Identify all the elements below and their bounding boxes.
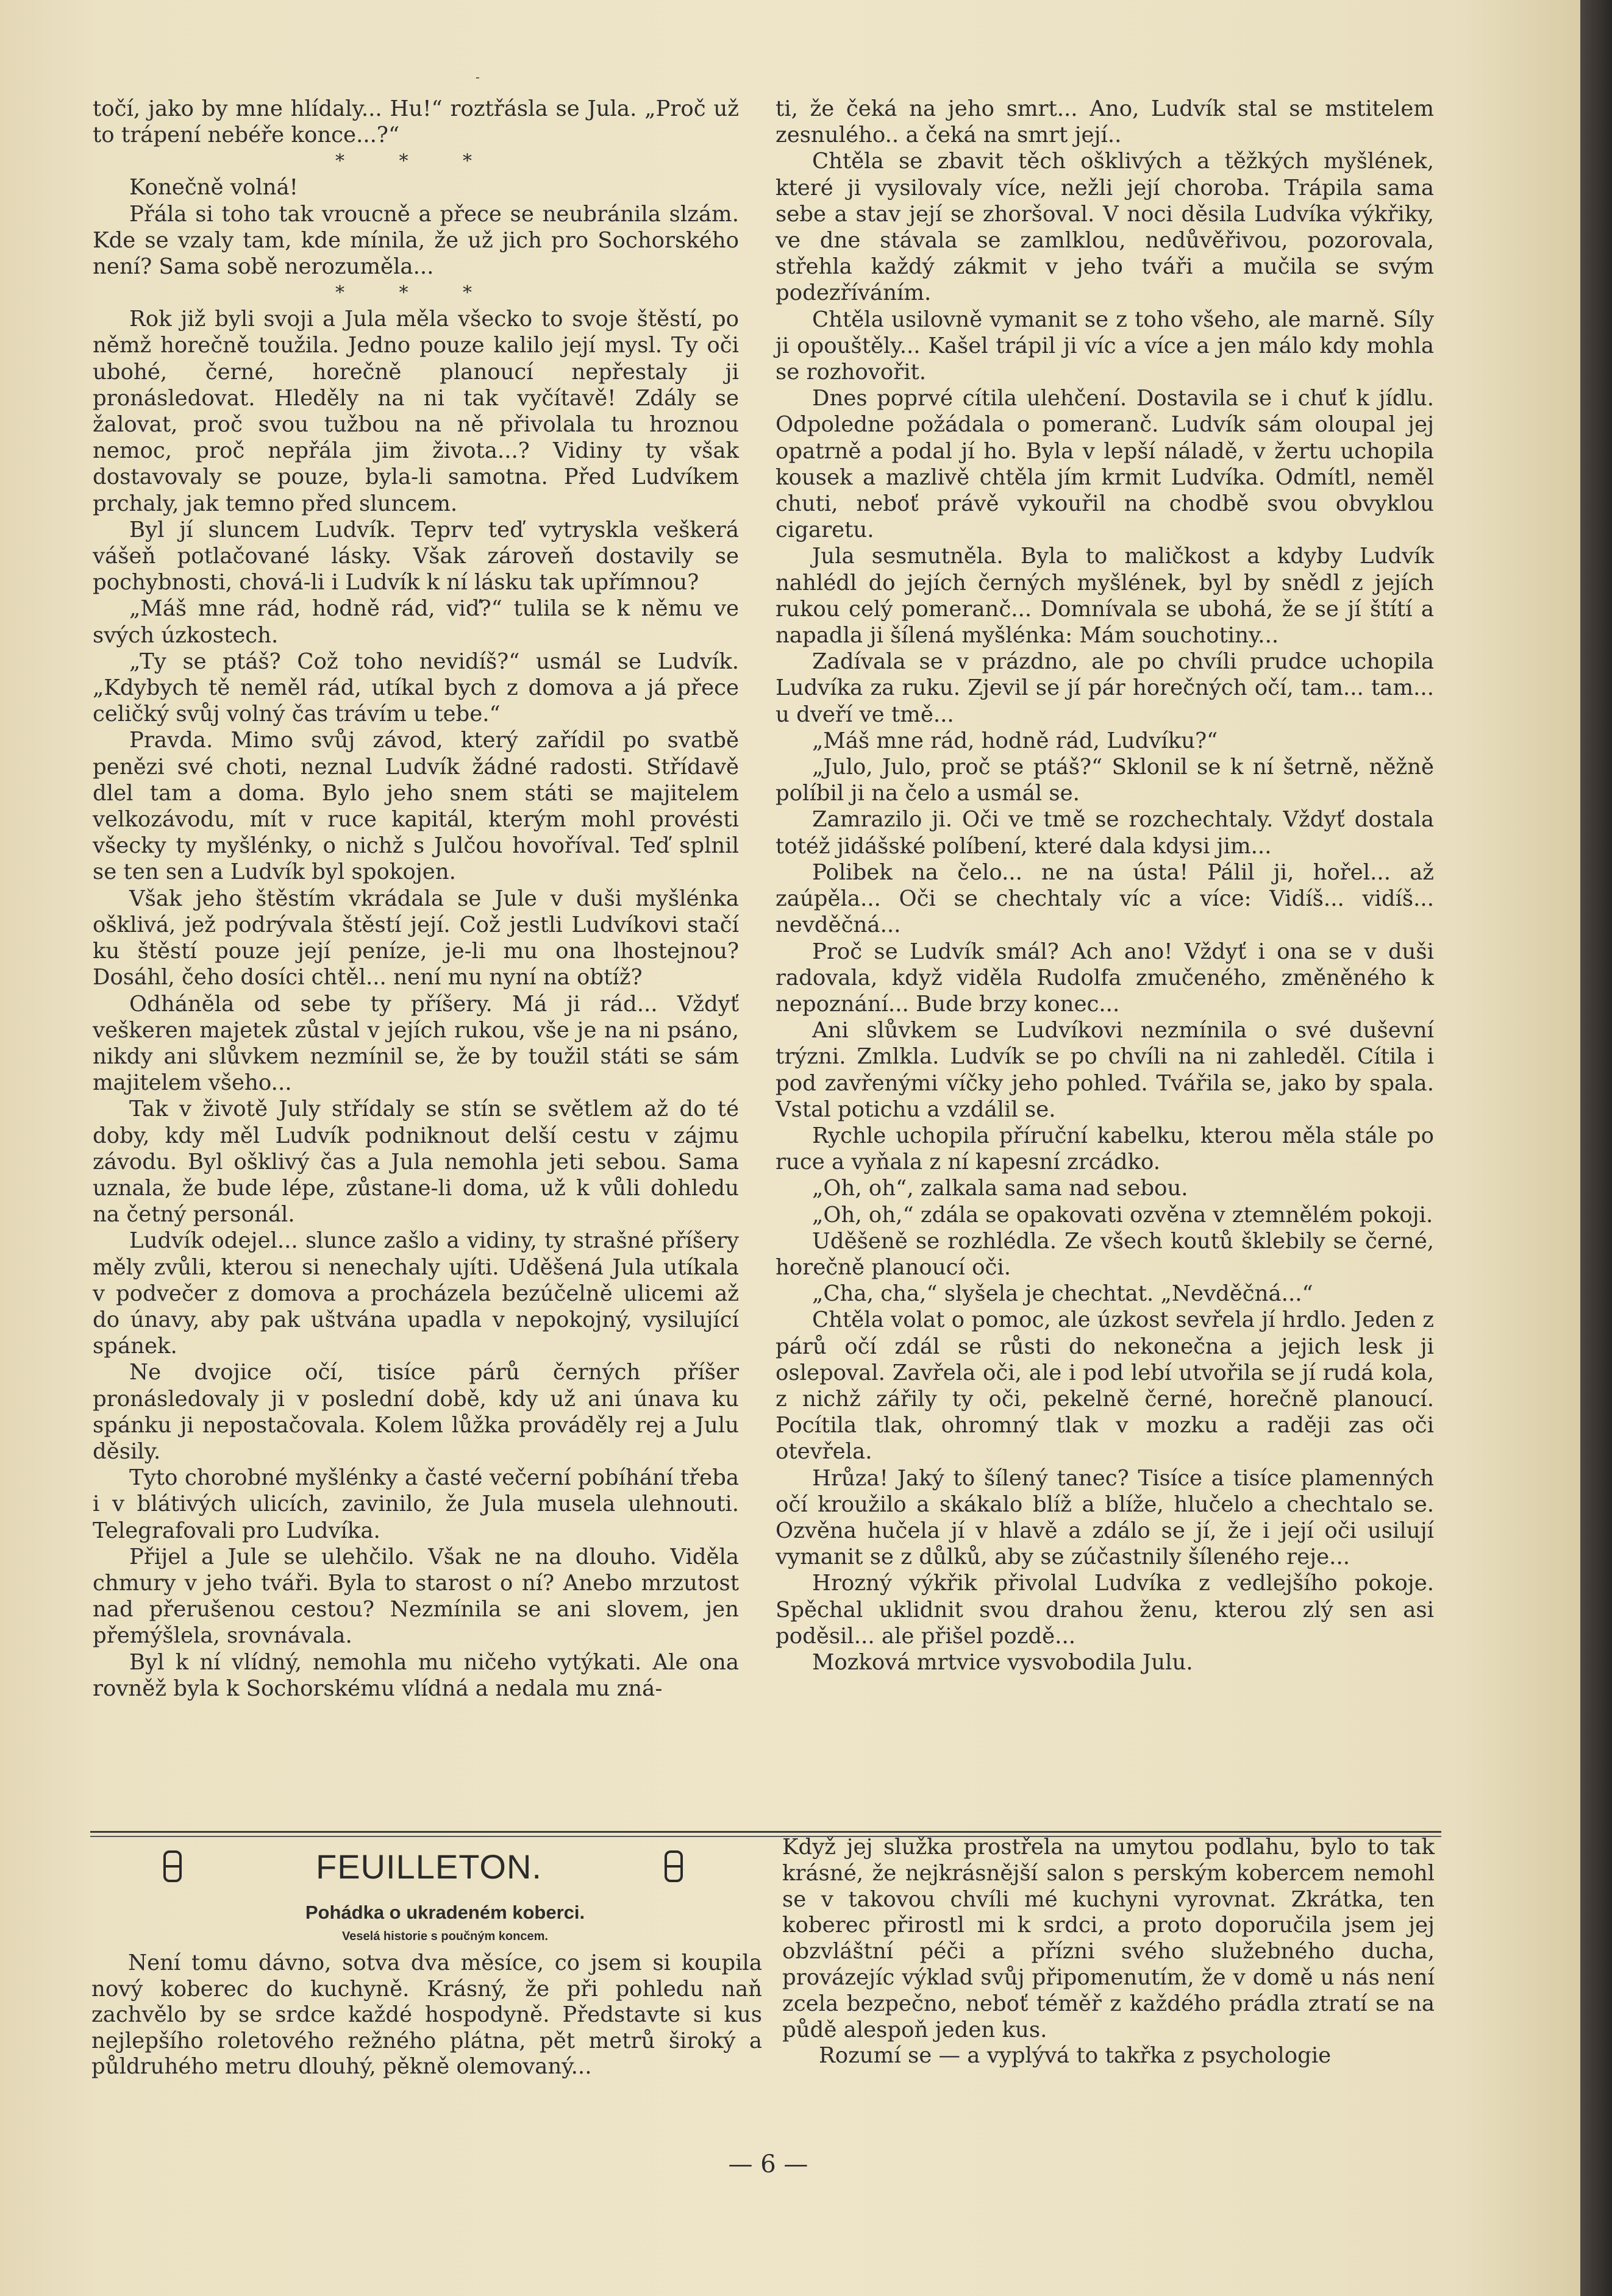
paragraph: „Ty se ptáš? Což toho nevidíš?“ usmál se Ludvík. „Kdybych tě neměl rád, utíkal bych z domova a já přece celičký svůj volný čas trávím u tebe.“: [93, 649, 739, 727]
story-subtitle: Veselá historie s poučným koncem.: [342, 1930, 548, 1943]
paragraph: Tyto chorobné myšlénky a časté večerní pobíhání třeba i v blátivých ulicích, zavinilo, že Jula musela ulehnouti. Telegrafovali pro Ludvíka.: [93, 1465, 739, 1543]
paragraph: Rok již byli svoji a Jula měla všecko to svoje štěstí, po němž horečně toužila. Jedno pouze kalilo její mysl. Ty oči ubohé, černé, horečně planoucí nepřestaly ji pronásledovat. Hleděly na ni tak vyčítavě! Zdály se žalovat, proč svou tužbou na ně přivolala tu hroznou nemoc, proč nepřála jim života...? Vidiny ty však dostavovaly se pouze, byla-li samotna. Před Ludvíkem prchaly, jak temno před sluncem.: [93, 307, 739, 516]
paragraph: „Máš mne rád, hodně rád, Ludvíku?“: [812, 728, 1218, 753]
paragraph: Když jej služka prostřela na umytou podlahu, bylo to tak krásné, že nejkrásnější salon s perským kobercem nemohl se v takovou chvíli mé kuchyni vyrovnat. Zkrátka, ten koberec přirostl mi k srdci, a proto doporučila jsem jej obzvláštní péči a přízni svého služebného ducha, provázejíc výklad svůj připomenutím, že v domě u nás není zcela bezpečno, neboť téměř z každého prádla ztratí se na půdě alespoň jeden kus.: [782, 1835, 1435, 2042]
paragraph: Chtěla se zbavit těch ošklivých a těžkých myšlének, které ji vysilovaly více, nežli její choroba. Trápila sama sebe a stav její se zhoršoval. V noci děsila Ludvíka výkřiky, ve dne stávala se zamlklou, nedůvěřivou, pozorovala, střehla každý zákmit v jeho tváři a mučila se svým podezříváním.: [776, 149, 1434, 306]
paragraph: Chtěla volat o pomoc, ale úzkost sevřela jí hrdlo. Jeden z párů očí zdál se růsti do nekonečna a jejich lesk ji oslepoval. Zavřela oči, ale i pod lebí utvořila se jí rudá kola, z nichž zářily ty oči, pekelně černé, horečně planoucí. Pocítila tlak, ohromný tlak v mozku a raději zas oči otevřela.: [776, 1307, 1434, 1465]
paragraph: Tak v životě July střídaly se stín se světlem až do té doby, kdy měl Ludvík podniknout delší cestu v zájmu závodu. Byl ošklivý čas a Jula nemohla jeti sebou. Sama uznala, že bude lépe, zůstane-li doma, už k vůli dohledu na četný personál.: [93, 1096, 739, 1228]
paragraph: ti, že čeká na jeho smrt... Ano, Ludvík stal se mstitelem zesnulého.. a čeká na smrt její..: [776, 96, 1434, 148]
page-edge: [1580, 0, 1612, 2296]
feuilleton-right-text: [782, 1835, 1435, 2069]
paragraph: Zamrazilo ji. Oči ve tmě se rozchechtaly. Vždyť dostala totéž jidášské políbení, které dala kdysi jim...: [776, 807, 1434, 859]
paragraph: Rozumí se — a vyplývá to takřka z psychologie: [819, 2043, 1332, 2069]
feuilleton-left-text: [91, 1950, 762, 2080]
paragraph: „Oh, oh“, zalkala sama nad sebou.: [812, 1176, 1188, 1201]
paragraph: točí, jako by mne hlídaly... Hu!“ roztřásla se Jula. „Proč už to trápení nebéře konce...?“: [93, 96, 739, 148]
ornament-left-icon: [163, 1850, 182, 1882]
paragraph: Konečně volná!: [129, 175, 298, 201]
paragraph: Proč se Ludvík smál? Ach ano! Vždyť i ona se v duši radovala, když viděla Rudolfa zmučeného, změněného k nepoznání... Bude brzy konec...: [776, 939, 1434, 1017]
paragraph: Ne dvojice očí, tisíce párů černých příšer pronásledovaly ji v poslední době, kdy už ani únava ku spánku ji nepostačovala. Kolem lůžka prováděly rej a Julu děsily.: [93, 1360, 739, 1464]
paragraph: Byl k ní vlídný, nemohla mu ničeho vytýkati. Ale ona rovněž byla k Sochorskému vlídná a nedala mu zná-: [93, 1649, 739, 1701]
paragraph: Přála si toho tak vroucně a přece se neubránila slzám. Kde se vzaly tam, kde mínila, že už jich pro Sochorského není? Sama sobě nerozuměla...: [93, 201, 739, 280]
asterism-divider: * * *: [335, 282, 497, 304]
asterism-divider: * * *: [335, 151, 497, 172]
paragraph: Dnes poprvé cítila ulehčení. Dostavila se i chuť k jídlu. Odpoledne požádala o pomeranč. Ludvík sám oloupal jej opatrně a podal jí ho. Byla v lepší náladě, v žertu uchopila kousek a mazlivě chtěla jím krmit Ludvíka. Odmítl, neměl chuti, neboť právě vykouřil na chodbě svou obvyklou cigaretu.: [776, 386, 1434, 543]
paragraph: Byl jí sluncem Ludvík. Teprv teď vytryskla veškerá vášeň potlačované lásky. Však zároveň dostavily se pochybnosti, chová-li i Ludvík k ní lásku tak upřímnou?: [93, 517, 739, 595]
paragraph: Jula sesmutněla. Byla to maličkost a kdyby Ludvík nahlédl do jejích černých myšlének, byl by snědl z jejích rukou celý pomeranč... Domnívala se ubohá, že se jí štítí a napadla ji šílená myšlénka: Mám souchotiny...: [776, 544, 1434, 649]
paragraph: Rychle uchopila příruční kabelku, kterou měla stále po ruce a vyňala z ní kapesní zrcádko.: [776, 1123, 1434, 1175]
print-mark: -: [476, 69, 480, 84]
paragraph: „Máš mne rád, hodně rád, viď?“ tulila se k němu ve svých úzkostech.: [93, 596, 739, 648]
paragraph: Zadívala se v prázdno, ale po chvíli prudce uchopila Ludvíka za ruku. Zjevil se jí pár horečných očí, tam... tam... u dveří ve tmě...: [776, 649, 1434, 727]
paragraph: „Julo, Julo, proč se ptáš?“ Sklonil se k ní šetrně, něžně políbil ji na čelo a usmál se.: [776, 755, 1434, 806]
paragraph: Mozková mrtvice vysvobodila Julu.: [812, 1649, 1193, 1675]
paragraph: Ani slůvkem se Ludvíkovi nezmínila o své duševní trýzni. Zmlkla. Ludvík se po chvíli na ni zahleděl. Cítila i pod zavřenými víčky jeho pohled. Tvářila se, jako by spala. Vstal potichu a vzdálil se.: [776, 1018, 1434, 1122]
story-title: Pohádka o ukradeném koberci.: [305, 1902, 585, 1923]
paragraph: Není tomu dávno, sotva dva měsíce, co jsem si koupila nový koberec do kuchyně. Krásný, že při pohledu naň zachvělo by se srdce každé hospodyně. Představte si kus nejlepšího roletového režného plátna, pět metrů široký a půldruhého metru dlouhý, pěkně olemovaný...: [91, 1950, 762, 2079]
paragraph: Hrůza! Jaký to šílený tanec? Tisíce a tisíce plamenných očí kroužilo a skákalo blíž a blíže, hlučelo a chechtalo se. Ozvěna hučela jí v hlavě a zdálo se jí, že i její oči usilují vymanit se z důlků, aby se zúčastnily šíleného reje...: [776, 1465, 1434, 1570]
paragraph: Polibek na čelo... ne na ústa! Pálil ji, hořel... až zaúpěla... Oči se chechtaly víc a více: Vidíš... vidíš... nevděčná...: [776, 859, 1434, 938]
feuilleton-header: [91, 1843, 762, 1891]
paragraph: Pravda. Mimo svůj závod, který zařídil po svatbě penězi své choti, neznal Ludvík žádné radosti. Střídavě dlel tam a doma. Bylo jeho snem státi se majitelem velkozávodu, mít v ruce kapitál, kterým mohl provésti všecky ty myšlénky, o nichž s Julčou hovoříval. Teď splnil se ten sen a Ludvík byl spokojen.: [93, 728, 739, 885]
paragraph: Ludvík odejel... slunce zašlo a vidiny, ty strašné příšery měly zvůli, kterou si nenechaly ujíti. Uděšená Jula utíkala v podvečer z domova a procházela bezúčelně ulicemi až do únavy, aby pak uštvána upadla v nepokojný, vysilující spánek.: [93, 1228, 739, 1359]
paragraph: Chtěla usilovně vymanit se z toho všeho, ale marně. Síly ji opouštěly... Kašel trápil ji víc a více a jen málo kdy mohla se rozhovořit.: [776, 307, 1434, 385]
paragraph: Uděšeně se rozhlédla. Ze všech koutů šklebily se černé, horečně planoucí oči.: [776, 1228, 1434, 1280]
paragraph: Však jeho štěstím vkrádala se Jule v duši myšlénka ošklivá, jež podrývala štěstí její. Což jestli Ludvíkovi stačí ku štěstí pouze její peníze, je-li mu ona lhostejnou? Dosáhl, čeho dosíci chtěl... není mu nyní na obtíž?: [93, 886, 739, 990]
page-number: — 6 —: [728, 2150, 808, 2178]
right-column: [776, 96, 1434, 1676]
paragraph: Hrozný výkřik přivolal Ludvíka z vedlejšího pokoje. Spěchal uklidnit svou drahou ženu, kterou zlý sen asi poděsil... ale přišel pozdě...: [776, 1571, 1434, 1649]
paragraph: „Cha, cha,“ slyšela je chechtat. „Nevděčná...“: [812, 1281, 1313, 1307]
paragraph: „Oh, oh,“ zdála se opakovati ozvěna v ztemnělém pokoji.: [812, 1202, 1433, 1228]
paragraph: Odháněla od sebe ty příšery. Má ji rád... Vždyť veškeren majetek zůstal v jejích rukou, vše je na ni psáno, nikdy ani slůvkem nezmínil se, že by toužil státi se sám majitelem všeho...: [93, 991, 739, 1096]
paragraph: Přijel a Jule se ulehčilo. Však ne na dlouho. Viděla chmury v jeho tváři. Byla to starost o ní? Anebo mrzutost nad přerušenou cestou? Nezmínila se ani slovem, jen přemýšlela, srovnávala.: [93, 1544, 739, 1649]
ornament-right-icon: [665, 1850, 683, 1882]
feuilleton-title: FEUILLETON.: [316, 1847, 542, 1886]
left-column: [93, 96, 739, 1702]
feuilleton-section: [91, 1820, 762, 2080]
